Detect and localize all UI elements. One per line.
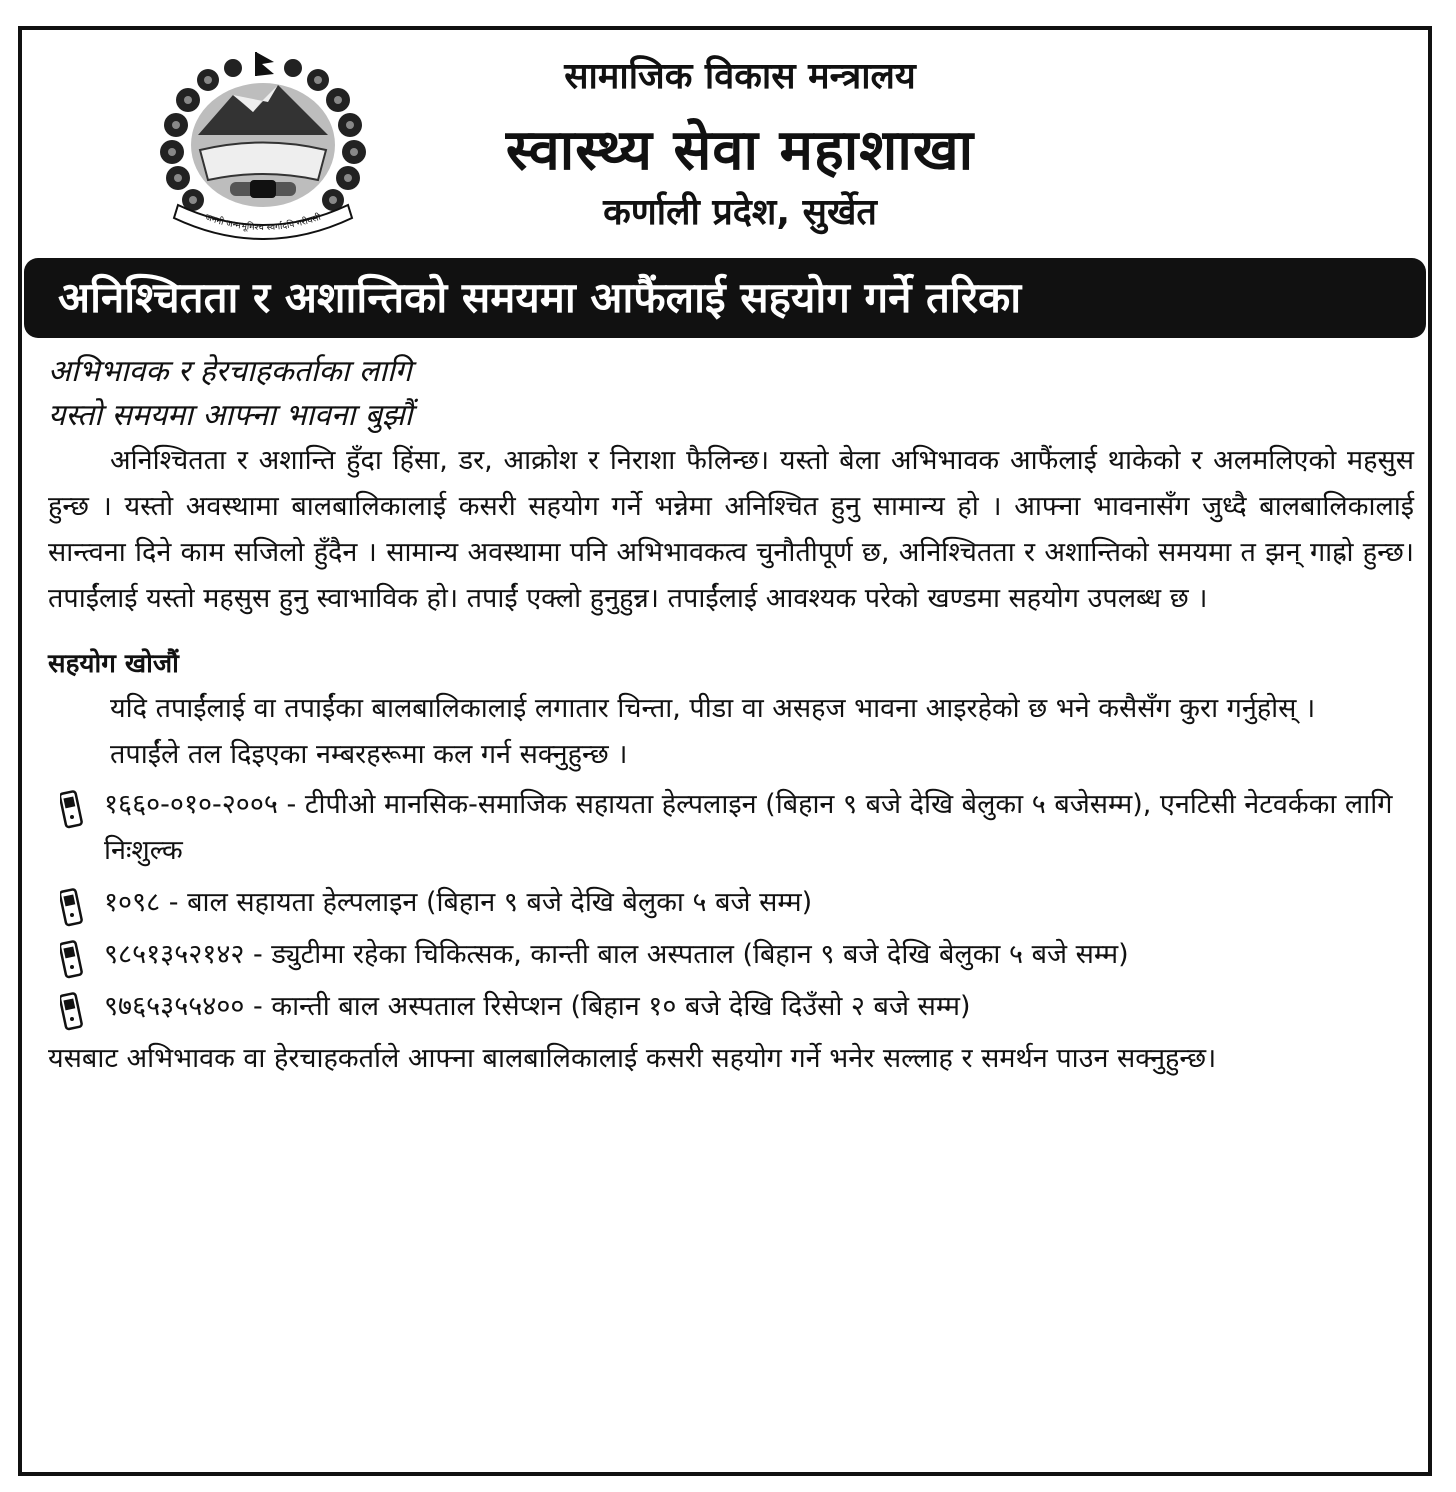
ministry-name: सामाजिक विकास मन्त्रालय xyxy=(564,56,916,97)
helpline-number: ९८५१३५२१४२ xyxy=(104,939,245,970)
helpline-item xyxy=(48,984,1414,1030)
nepal-emblem-icon xyxy=(138,40,388,240)
document-body xyxy=(48,350,1414,1082)
support-heading: सहयोग खोजौं xyxy=(48,649,179,679)
separator: - xyxy=(277,789,305,820)
helpline-number: १६६०-०१०-२००५ xyxy=(104,789,278,820)
separator: - xyxy=(160,887,188,918)
intro-paragraph: अनिश्चितता र अशान्ति हुँदा हिंसा, डर, आक्रोश र निराशा फैलिन्छ। यस्तो बेला अभिभावक आफैंलाई थाकेको र अलमलिएको महसुस हुन्छ । यस्तो अवस्थामा बालबालिकालाई कसरी सहयोग गर्ने भन्नेमा अनिश्चित हुनु सामान्य हो । आफ्ना भावनासँग जुध्दै बालबालिकालाई सान्त्वना दिने काम सजिलो हुँदैन । सामान्य अवस्थामा पनि अभिभावकत्व चुनौतीपूर्ण छ, अनिश्चितता र अशान्तिको समयमा त झन् गाह्रो हुन्छ। तपाईंलाई यस्तो महसुस हुनु स्वाभाविक हो। तपाईं एक्लो हुनुहुन्न। तपाईंलाई आवश्यक परेको खण्डमा सहयोग उपलब्ध छ । xyxy=(48,445,1414,614)
helpline-list xyxy=(48,782,1414,1030)
mobile-phone-icon xyxy=(60,940,84,980)
helpline-number: १०९८ xyxy=(104,887,161,918)
helpline-description: टीपीओ मानसिक-समाजिक सहायता हेल्पलाइन (बिहान ९ बजे देखि बेलुका ५ बजेसम्म), एनटिसी नेटवर्कका लागि निःशुल्क xyxy=(104,789,1393,866)
location: कर्णाली प्रदेश, सुर्खेत xyxy=(603,192,877,233)
subtitle-feelings: यस्तो समयमा आफ्ना भावना बुझौं xyxy=(48,398,413,433)
support-paragraph: यदि तपाईंलाई वा तपाईंका बालबालिकालाई लगातार चिन्ता, पीडा वा असहज भावना आइरहेको छ भने कसैसँग कुरा गर्नुहोस् । xyxy=(110,693,1316,724)
closing-paragraph: यसबाट अभिभावक वा हेरचाहकर्ताले आफ्ना बालबालिकालाई कसरी सहयोग गर्ने भनेर सल्लाह र समर्थन पाउन सक्नुहुन्छ। xyxy=(48,1043,1217,1074)
mobile-phone-icon xyxy=(60,888,84,928)
helpline-description: कान्ती बाल अस्पताल रिसेप्शन (बिहान १० बजे देखि दिउँसो २ बजे सम्म) xyxy=(271,991,971,1022)
division-name: स्वास्थ्य सेवा महाशाखा xyxy=(505,118,975,183)
helpline-item xyxy=(48,782,1414,874)
call-paragraph: तपाईंले तल दिइएका नम्बरहरूमा कल गर्न सक्नुहुन्छ । xyxy=(110,739,628,770)
title-banner xyxy=(24,258,1426,338)
separator: - xyxy=(244,939,272,970)
helpline-description: बाल सहायता हेल्पलाइन (बिहान ९ बजे देखि बेलुका ५ बजे सम्म) xyxy=(187,887,813,918)
banner-title: अनिश्चितता र अशान्तिको समयमा आफैंलाई सहयोग गर्ने तरिका xyxy=(58,273,1022,322)
mobile-phone-icon xyxy=(60,790,84,830)
helpline-description: ड्युटीमा रहेका चिकित्सक, कान्ती बाल अस्पताल (बिहान ९ बजे देखि बेलुका ५ बजे सम्म) xyxy=(271,939,1129,970)
emblem-motto: जननी जन्मभूमिश्च स्वर्गादपि गरीयसी xyxy=(203,212,323,234)
subtitle-caregivers: अभिभावक र हेरचाहकर्ताका लागि xyxy=(48,354,412,389)
separator: - xyxy=(244,991,272,1022)
mobile-phone-icon xyxy=(60,992,84,1032)
helpline-item xyxy=(48,932,1414,978)
helpline-item xyxy=(48,880,1414,926)
helpline-number: ९७६५३५५४०० xyxy=(104,991,245,1022)
